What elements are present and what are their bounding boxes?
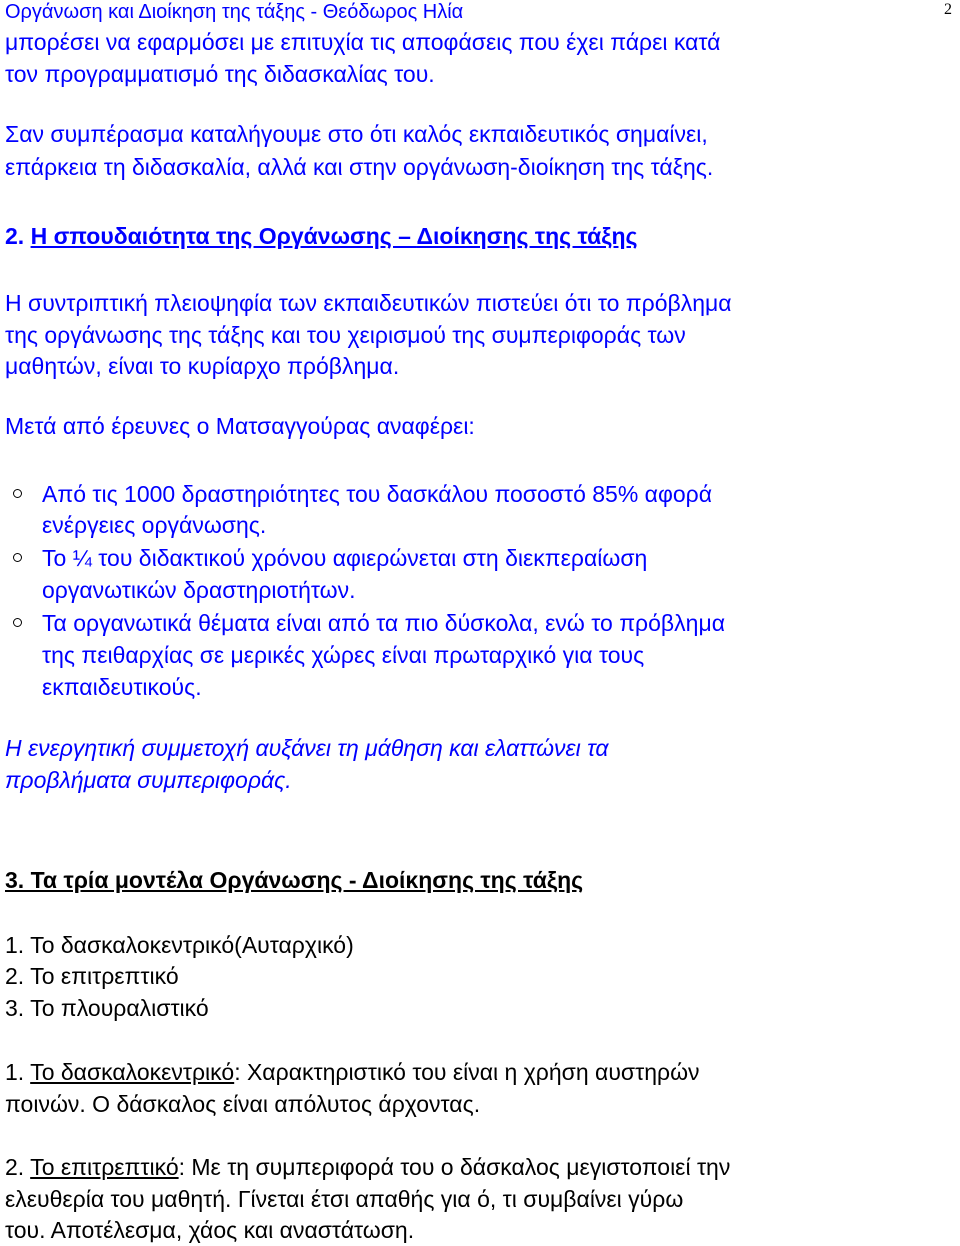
model-2-line: του. Αποτέλεσμα, χάος και αναστάτωση.	[5, 1217, 415, 1243]
emphasis-line: προβλήματα συμπεριφοράς.	[5, 767, 292, 793]
list-number: 3.	[5, 995, 25, 1021]
section-3-heading: 3. Τα τρία μοντέλα Οργάνωσης - Διοίκησης της τάξης	[5, 867, 584, 893]
conclusion-line: Σαν συμπέρασμα καταλήγουμε στο ότι καλός εκπαιδευτικός σημαίνει,	[5, 121, 708, 147]
conclusion-line: επάρκεια τη διδασκαλία, αλλά και στην οργάνωση-διοίκηση της τάξης.	[5, 154, 714, 180]
list-number: 1.	[5, 932, 25, 958]
paragraph-line: Η συντριπτική πλειοψηφία των εκπαιδευτικών πιστεύει ότι το πρόβλημα	[5, 290, 732, 316]
model-number: 1.	[5, 1059, 25, 1085]
bullet-icon	[13, 489, 22, 498]
model-term: Το επιτρεπτικό	[30, 1154, 179, 1180]
section-title-part2: Διοίκησης της τάξης	[416, 223, 638, 249]
bullet-line: Από τις 1000 δραστηριότητες του δασκάλου ποσοστό 85% αφορά	[42, 481, 713, 507]
page-number: 2	[944, 1, 952, 18]
model-1-line: ποινών. Ο δάσκαλος είναι απόλυτος άρχοντας.	[5, 1091, 481, 1117]
emphasis-line: Η ενεργητική συμμετοχή αυξάνει τη μάθηση και ελαττώνει τα	[5, 735, 609, 761]
running-header: Οργάνωση και Διοίκηση της τάξης - Θεόδωρος Ηλία	[5, 1, 464, 23]
bullet-line: εκπαιδευτικούς.	[42, 674, 202, 700]
list-number: 2.	[5, 963, 25, 989]
model-2-description	[5, 1151, 730, 1183]
model-list-item	[5, 992, 209, 1024]
research-intro: Μετά από έρευνες ο Ματσαγγούρας αναφέρει:	[5, 413, 475, 439]
model-text: : Με τη συμπεριφορά του ο δάσκαλος μεγιστοποιεί την	[178, 1154, 731, 1180]
model-list-item	[5, 960, 179, 992]
list-text: Το επιτρεπτικό	[30, 963, 179, 989]
model-number: 2.	[5, 1154, 25, 1180]
model-1-description	[5, 1056, 700, 1088]
list-text: Το δασκαλοκεντρικό(Αυταρχικό)	[30, 932, 354, 958]
bullet-line: Τα οργανωτικά θέματα είναι από τα πιο δύσκολα, ενώ το πρόβλημα	[42, 610, 726, 636]
section-title-part1: Η σπουδαιότητα της Οργάνωσης –	[30, 223, 417, 249]
intro-line: τον προγραμματισμό της διδασκαλίας του.	[5, 61, 435, 87]
bullet-line: Το ¼ του διδακτικού χρόνου αφιερώνεται στη διεκπεραίωση	[42, 545, 648, 571]
model-2-line: ελευθερία του μαθητή. Γίνεται έτσι απαθής για ό, τι συμβαίνει γύρω	[5, 1186, 684, 1212]
paragraph-line: μαθητών, είναι το κυρίαρχο πρόβλημα.	[5, 353, 400, 379]
list-text: Το πλουραλιστικό	[30, 995, 209, 1021]
model-list-item	[5, 929, 354, 961]
model-text: : Χαρακτηριστικό του είναι η χρήση αυστηρών	[234, 1059, 700, 1085]
paragraph-line: της οργάνωσης της τάξης και του χειρισμού της συμπεριφοράς των	[5, 322, 686, 348]
bullet-line: ενέργειες οργάνωσης.	[42, 512, 267, 538]
bullet-line: της πειθαρχίας σε μερικές χώρες είναι πρωταρχικό για τους	[42, 642, 645, 668]
bullet-icon	[13, 618, 22, 627]
bullet-line: οργανωτικών δραστηριοτήτων.	[42, 577, 356, 603]
section-number: 2.	[5, 223, 25, 249]
section-2-heading	[5, 220, 638, 252]
model-term: Το δασκαλοκεντρικό	[30, 1059, 235, 1085]
intro-line: μπορέσει να εφαρμόσει με επιτυχία τις αποφάσεις που έχει πάρει κατά	[5, 29, 721, 55]
bullet-icon	[13, 553, 22, 562]
